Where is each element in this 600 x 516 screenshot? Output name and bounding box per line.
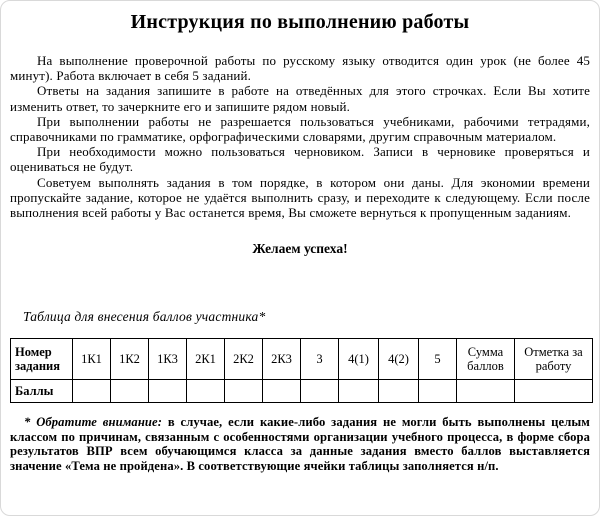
table-header-cell-mark: Отметка за работу [515, 339, 593, 380]
task-number-label: Номер задания [11, 339, 73, 380]
success-message: Желаем успеха! [252, 241, 348, 257]
paragraph-duration: На выполнение проверочной работы по русскому языку отводится один урок (не более 45 минут). Работа включает в себя 5 заданий. [10, 53, 590, 84]
score-table-caption: Таблица для внесения баллов участника* [23, 309, 266, 325]
table-header-cell: 2К2 [225, 339, 263, 380]
paragraph-draft: При необходимости можно пользоваться черновиком. Записи в черновике проверяться и оцениваться не будут. [10, 144, 590, 175]
table-header-cell: 4(2) [379, 339, 419, 380]
score-table-header-row [11, 339, 593, 380]
footnote-body: в случае, если какие-либо задания не могли быть выполнены целым классом по причинам, связанным с особенностями организации учебного процесса, в форме сбора результатов ВПР всем обучающимся класса за данные задания вместо баллов выставляется значение «Тема не пройдена». В соответствующие ячейки таблицы заполняется н/п. [10, 415, 590, 474]
points-label: Баллы [11, 380, 73, 403]
paragraph-order: Советуем выполнять задания в том порядке, в котором они даны. Для экономии времени пропускайте задание, которое не удаётся выполнить сразу, и переходите к следующему. Если после выполнения всей работы у Вас останется время, Вы сможете вернуться к пропущенным заданиям. [10, 174, 590, 221]
table-header-cell: 3 [301, 339, 339, 380]
score-table-points-row [11, 380, 593, 403]
score-cell-sum [457, 380, 515, 403]
score-cell-mark [515, 380, 593, 403]
score-cell [149, 380, 187, 403]
table-header-cell-sum: Сумма баллов [457, 339, 515, 380]
score-cell [301, 380, 339, 403]
score-cell [111, 380, 149, 403]
score-cell [187, 380, 225, 403]
table-header-cell: 1К2 [111, 339, 149, 380]
page-title: Инструкция по выполнению работы [130, 11, 470, 33]
score-cell [419, 380, 457, 403]
footnote-lead: * Обратите внимание: [24, 415, 163, 430]
score-cell [339, 380, 379, 403]
score-cell [73, 380, 111, 403]
table-header-cell: 2К3 [263, 339, 301, 380]
paragraph-restrictions: При выполнении работы не разрешается пользоваться учебниками, рабочими тетрадями, справочниками по грамматике, орфографическими словарями, другим справочным материалом. [10, 113, 590, 145]
table-header-cell: 1К3 [149, 339, 187, 380]
score-cell [379, 380, 419, 403]
score-cell [225, 380, 263, 403]
paragraph-answers: Ответы на задания запишите в работе на отведённых для этого строчках. Если Вы хотите изменить ответ, то зачеркните его и запишите рядом новый. [10, 83, 590, 114]
instructions-text [10, 53, 590, 220]
score-table [10, 338, 593, 403]
footnote [10, 415, 590, 473]
score-cell [263, 380, 301, 403]
table-header-cell: 2К1 [187, 339, 225, 380]
table-header-cell: 5 [419, 339, 457, 380]
table-header-cell: 1К1 [73, 339, 111, 380]
table-header-cell: 4(1) [339, 339, 379, 380]
